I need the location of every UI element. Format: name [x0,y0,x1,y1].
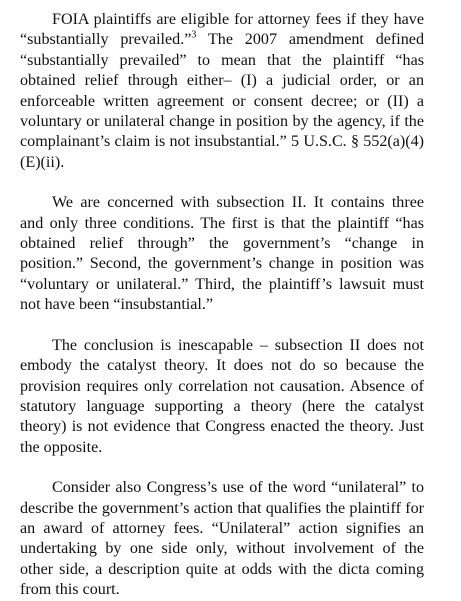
footnote-marker: 3 [191,30,197,42]
paragraph-subsection-conditions: We are concerned with subsection II. It contains three and only three conditions. The first is that the plaintiff “has obtained relief through” the government’s “change in position.” Second, the government’s change in position was “voluntary or unilateral.” Third, the plaintiff’s lawsuit must not have been “insubstantial.” [20,194,424,314]
paragraph-unilateral: Consider also Congress’s use of the word “unilateral” to describe the government’s action that qualifies the plaintiff for an award of attorney fees. “Unilateral” action signifies an undertaking by one side only, without involvement of the other side, a description quite at odds with the dicta coming from this court. [20,479,424,599]
paragraph-conclusion: The conclusion is inescapable – subsection II does not embody the catalyst theory. It does not do so because the provision requires only correlation not causation. Absence of statutory language supporting a theory (here the catalyst theory) is not evidence that Congress enacted the theory. Just the opposite. [20,336,424,456]
paragraph-fee-eligibility [20,10,424,173]
paragraph-1-text: FOIA plaintiffs are eligible for attorney fees if they have “substantially prevailed.” [20,11,424,49]
paragraph-1-continuation: The 2007 amendment defined “substantially prevailed” to mean that the plaintiff “has obtained relief through either– (I) a judicial order, or an enforceable written agreement or consent decree; or (II) a voluntary or unilateral change in position by the agency, if the complainant’s claim is not insubstantial.” 5 U.S.C. § 552(a)(4)(E)(ii). [20,31,424,171]
